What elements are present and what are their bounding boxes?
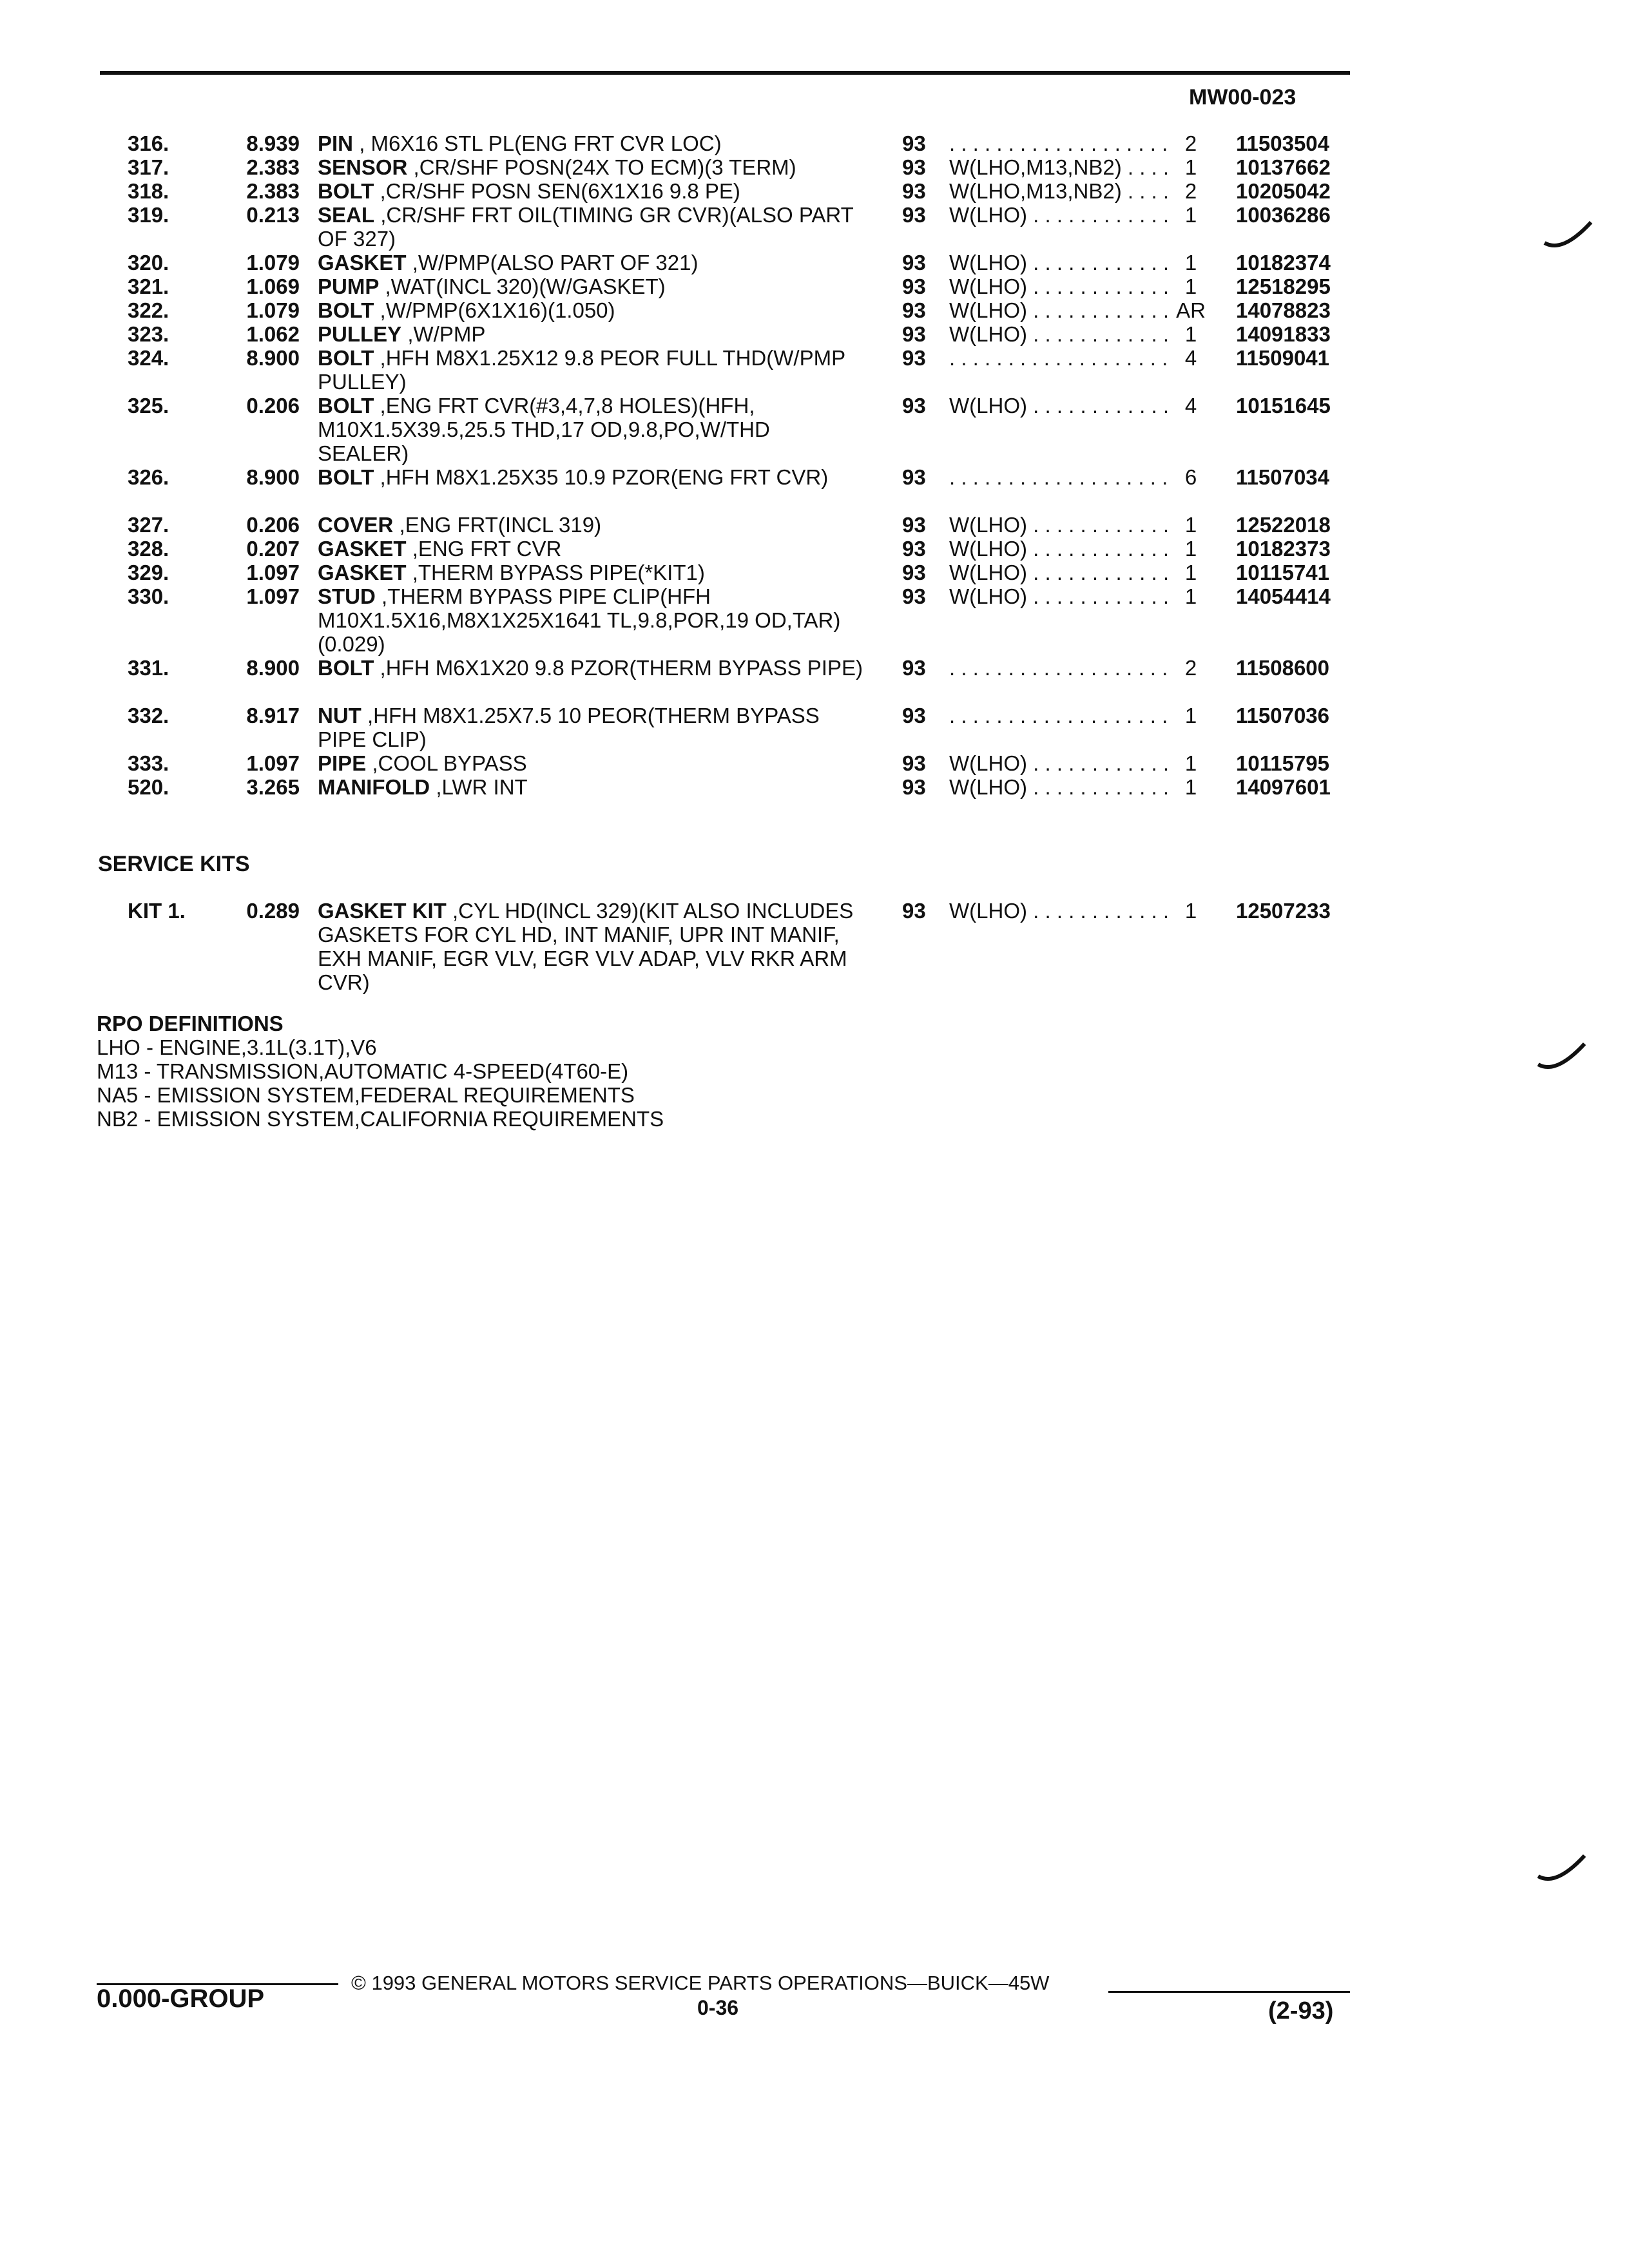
model-year: 93 bbox=[902, 656, 926, 680]
ref-number: 328. bbox=[128, 537, 169, 561]
group-number: 1.062 bbox=[246, 322, 300, 346]
quantity: AR bbox=[1176, 298, 1206, 322]
usage-code: W(LHO) . . . bbox=[949, 298, 1168, 322]
part-detail: ,W/PMP(ALSO PART OF 321) bbox=[412, 251, 699, 274]
ref-number: 318. bbox=[128, 179, 169, 203]
part-name: PUMP bbox=[318, 274, 380, 298]
part-name: STUD bbox=[318, 584, 376, 608]
check-mark-icon bbox=[1543, 216, 1595, 255]
part-description bbox=[318, 656, 865, 680]
group-number: 1.069 bbox=[246, 274, 300, 298]
model-year: 93 bbox=[902, 274, 926, 298]
part-number: 10182374 bbox=[1236, 251, 1331, 274]
part-number: 11507036 bbox=[1236, 704, 1330, 727]
group-number: 8.917 bbox=[246, 704, 300, 727]
model-year: 93 bbox=[902, 584, 926, 608]
quantity: 4 bbox=[1184, 346, 1197, 370]
group-number: 8.939 bbox=[246, 131, 300, 155]
part-number: 14078823 bbox=[1236, 298, 1331, 322]
part-detail: ,THERM BYPASS PIPE CLIP(HFH M10X1.5X16,M8X1X25X1641 TL,9.8,POR,19 OD,TAR)(0.029) bbox=[318, 584, 841, 656]
quantity: 1 bbox=[1184, 751, 1197, 775]
part-detail: ,HFH M8X1.25X7.5 10 PEOR(THERM BYPASS PIPE CLIP) bbox=[318, 704, 820, 751]
usage-code: W(LHO,M13,NB2) . . . bbox=[949, 155, 1168, 179]
ref-number: 333. bbox=[128, 751, 169, 775]
part-number: 11507034 bbox=[1236, 465, 1330, 489]
ref-number: 320. bbox=[128, 251, 169, 274]
part-number: 11509041 bbox=[1236, 346, 1330, 370]
quantity: 1 bbox=[1184, 584, 1197, 608]
usage-code: W(LHO) . . . bbox=[949, 537, 1168, 561]
part-name: PULLEY bbox=[318, 322, 402, 346]
group-number: 1.097 bbox=[246, 561, 300, 584]
model-year: 93 bbox=[902, 346, 926, 370]
quantity: 4 bbox=[1184, 394, 1197, 418]
quantity: 1 bbox=[1184, 775, 1197, 799]
part-detail: ,W/PMP bbox=[407, 322, 486, 346]
part-number: 10182373 bbox=[1236, 537, 1331, 561]
part-description bbox=[318, 465, 865, 489]
model-year: 93 bbox=[902, 203, 926, 227]
rpo-title: RPO DEFINITIONS bbox=[97, 1012, 284, 1035]
part-name: GASKET bbox=[318, 537, 407, 561]
part-name: COVER bbox=[318, 513, 394, 537]
part-description bbox=[318, 394, 865, 465]
footer-rule-right bbox=[1108, 1991, 1350, 1993]
table-row bbox=[0, 584, 1629, 656]
part-number: 10137662 bbox=[1236, 155, 1331, 179]
model-year: 93 bbox=[902, 537, 926, 561]
group-number: 8.900 bbox=[246, 656, 300, 680]
part-description bbox=[318, 251, 865, 274]
part-name: SEAL bbox=[318, 203, 375, 227]
part-detail: ,CR/SHF POSN SEN(6X1X16 9.8 PE) bbox=[380, 179, 740, 203]
usage-code: W(LHO) . . . bbox=[949, 322, 1168, 346]
part-detail: ,HFH M8X1.25X12 9.8 PEOR FULL THD(W/PMP PULLEY) bbox=[318, 346, 845, 394]
part-number: 12518295 bbox=[1236, 274, 1331, 298]
part-name: BOLT bbox=[318, 465, 374, 489]
usage-code bbox=[949, 465, 1168, 489]
ref-number: 323. bbox=[128, 322, 169, 346]
part-name: BOLT bbox=[318, 394, 374, 418]
usage-code: W(LHO) . . . bbox=[949, 561, 1168, 584]
quantity: 2 bbox=[1184, 179, 1197, 203]
quantity: 1 bbox=[1184, 899, 1197, 923]
usage-code bbox=[949, 704, 1168, 727]
quantity: 1 bbox=[1184, 537, 1197, 561]
ref-number: 319. bbox=[128, 203, 169, 227]
part-name: GASKET KIT bbox=[318, 899, 447, 923]
part-description bbox=[318, 155, 865, 179]
quantity: 2 bbox=[1184, 656, 1197, 680]
usage-code: W(LHO) . . . bbox=[949, 203, 1168, 227]
table-row bbox=[0, 298, 1629, 322]
part-number: 10036286 bbox=[1236, 203, 1331, 227]
group-label: 0.000-GROUP bbox=[97, 1984, 265, 2013]
part-detail: ,HFH M8X1.25X35 10.9 PZOR(ENG FRT CVR) bbox=[380, 465, 829, 489]
model-year: 93 bbox=[902, 298, 926, 322]
table-row bbox=[0, 322, 1629, 346]
model-year: 93 bbox=[902, 704, 926, 727]
ref-number: 329. bbox=[128, 561, 169, 584]
part-name: BOLT bbox=[318, 298, 374, 322]
usage-code bbox=[949, 131, 1168, 155]
part-detail: ,ENG FRT CVR bbox=[412, 537, 562, 561]
table-row bbox=[0, 155, 1629, 179]
rpo-item: NB2 - EMISSION SYSTEM,CALIFORNIA REQUIREMENTS bbox=[97, 1107, 664, 1131]
model-year: 93 bbox=[902, 251, 926, 274]
usage-code: W(LHO) . . . bbox=[949, 251, 1168, 274]
usage-code: W(LHO) . . . bbox=[949, 274, 1168, 298]
rpo-definitions bbox=[97, 1012, 664, 1131]
part-number: 12522018 bbox=[1236, 513, 1331, 537]
ref-number: 520. bbox=[128, 775, 169, 799]
part-description bbox=[318, 561, 865, 584]
table-row bbox=[0, 537, 1629, 561]
table-row bbox=[0, 775, 1629, 799]
ref-number: 324. bbox=[128, 346, 169, 370]
model-year: 93 bbox=[902, 775, 926, 799]
ref-number: 326. bbox=[128, 465, 169, 489]
part-number: 14091833 bbox=[1236, 322, 1331, 346]
quantity: 1 bbox=[1184, 155, 1197, 179]
ref-number: 330. bbox=[128, 584, 169, 608]
quantity: 1 bbox=[1184, 274, 1197, 298]
part-description bbox=[318, 346, 865, 394]
part-description bbox=[318, 704, 865, 751]
table-row bbox=[0, 899, 1629, 994]
group-number: 0.213 bbox=[246, 203, 300, 227]
part-name: BOLT bbox=[318, 346, 374, 370]
part-name: PIN bbox=[318, 131, 354, 155]
part-description bbox=[318, 751, 865, 775]
group-number: 2.383 bbox=[246, 179, 300, 203]
part-detail: ,W/PMP(6X1X16)(1.050) bbox=[380, 298, 615, 322]
part-description bbox=[318, 203, 865, 251]
table-row bbox=[0, 131, 1629, 155]
part-number: 10205042 bbox=[1236, 179, 1331, 203]
part-description bbox=[318, 179, 865, 203]
group-number: 1.079 bbox=[246, 251, 300, 274]
ref-number: 325. bbox=[128, 394, 169, 418]
usage-code: W(LHO) . . . bbox=[949, 513, 1168, 537]
part-number: 10115795 bbox=[1236, 751, 1330, 775]
part-number: 11508600 bbox=[1236, 656, 1330, 680]
usage-code: W(LHO,M13,NB2) . . . bbox=[949, 179, 1168, 203]
part-number: 11503504 bbox=[1236, 131, 1330, 155]
part-detail: ,WAT(INCL 320)(W/GASKET) bbox=[385, 274, 666, 298]
part-description bbox=[318, 537, 865, 561]
part-description bbox=[318, 274, 865, 298]
table-row bbox=[0, 251, 1629, 274]
rpo-item: NA5 - EMISSION SYSTEM,FEDERAL REQUIREMENTS bbox=[97, 1083, 635, 1107]
part-detail: ,COOL BYPASS bbox=[372, 751, 527, 775]
ref-number: 322. bbox=[128, 298, 169, 322]
part-name: PIPE bbox=[318, 751, 367, 775]
part-name: BOLT bbox=[318, 179, 374, 203]
quantity: 2 bbox=[1184, 131, 1197, 155]
group-number: 0.289 bbox=[246, 899, 300, 923]
table-row bbox=[0, 465, 1629, 513]
part-detail: ,CYL HD(INCL 329)(KIT ALSO INCLUDES GASKETS FOR CYL HD, INT MANIF, UPR INT MANIF, EXH MANIF, EGR VLV, EGR VLV ADAP, VLV RKR ARM CVR) bbox=[318, 899, 854, 994]
table-row bbox=[0, 751, 1629, 775]
part-name: MANIFOLD bbox=[318, 775, 430, 799]
model-year: 93 bbox=[902, 513, 926, 537]
model-year: 93 bbox=[902, 179, 926, 203]
table-row bbox=[0, 274, 1629, 298]
quantity: 1 bbox=[1184, 203, 1197, 227]
document-id: MW00-023 bbox=[1189, 85, 1296, 110]
rpo-item: LHO - ENGINE,3.1L(3.1T),V6 bbox=[97, 1035, 377, 1059]
group-number: 1.097 bbox=[246, 751, 300, 775]
quantity: 1 bbox=[1184, 251, 1197, 274]
table-row bbox=[0, 704, 1629, 751]
part-number: 10115741 bbox=[1236, 561, 1330, 584]
usage-code: W(LHO) . . . bbox=[949, 751, 1168, 775]
group-number: 0.206 bbox=[246, 394, 300, 418]
table-row bbox=[0, 656, 1629, 704]
ref-number: 332. bbox=[128, 704, 169, 727]
table-row bbox=[0, 179, 1629, 203]
part-detail: ,LWR INT bbox=[436, 775, 528, 799]
part-number: 14054414 bbox=[1236, 584, 1331, 608]
quantity: 1 bbox=[1184, 704, 1197, 727]
part-description bbox=[318, 899, 865, 994]
part-description bbox=[318, 584, 865, 656]
ref-number: KIT 1. bbox=[128, 899, 186, 923]
part-name: BOLT bbox=[318, 656, 374, 680]
model-year: 93 bbox=[902, 465, 926, 489]
group-number: 1.079 bbox=[246, 298, 300, 322]
group-number: 8.900 bbox=[246, 346, 300, 370]
page-number: 0-36 bbox=[697, 1996, 739, 2019]
part-detail: ,ENG FRT(INCL 319) bbox=[399, 513, 602, 537]
group-number: 2.383 bbox=[246, 155, 300, 179]
quantity: 1 bbox=[1184, 561, 1197, 584]
ref-number: 327. bbox=[128, 513, 169, 537]
ref-number: 316. bbox=[128, 131, 169, 155]
top-rule bbox=[100, 71, 1350, 75]
table-row bbox=[0, 513, 1629, 537]
check-mark-icon bbox=[1537, 1849, 1588, 1888]
part-detail: ,THERM BYPASS PIPE(*KIT1) bbox=[412, 561, 705, 584]
quantity: 6 bbox=[1184, 465, 1197, 489]
part-name: GASKET bbox=[318, 561, 407, 584]
ref-number: 321. bbox=[128, 274, 169, 298]
usage-code: W(LHO) . . . bbox=[949, 394, 1168, 418]
table-row bbox=[0, 561, 1629, 584]
ref-number: 331. bbox=[128, 656, 169, 680]
usage-code: W(LHO) . . . bbox=[949, 775, 1168, 799]
rpo-item: M13 - TRANSMISSION,AUTOMATIC 4-SPEED(4T60-E) bbox=[97, 1059, 629, 1083]
model-year: 93 bbox=[902, 561, 926, 584]
model-year: 93 bbox=[902, 131, 926, 155]
group-number: 1.097 bbox=[246, 584, 300, 608]
part-name: GASKET bbox=[318, 251, 407, 274]
usage-code bbox=[949, 656, 1168, 680]
group-number: 3.265 bbox=[246, 775, 300, 799]
part-detail: ,ENG FRT CVR(#3,4,7,8 HOLES)(HFH, M10X1.5X39.5,25.5 THD,17 OD,9.8,PO,W/THD SEALER) bbox=[318, 394, 770, 465]
table-row bbox=[0, 203, 1629, 251]
model-year: 93 bbox=[902, 394, 926, 418]
usage-code bbox=[949, 346, 1168, 370]
ref-number: 317. bbox=[128, 155, 169, 179]
model-year: 93 bbox=[902, 751, 926, 775]
quantity: 1 bbox=[1184, 513, 1197, 537]
quantity: 1 bbox=[1184, 322, 1197, 346]
part-name: NUT bbox=[318, 704, 361, 727]
part-detail: , M6X16 STL PL(ENG FRT CVR LOC) bbox=[359, 131, 722, 155]
service-kits-title: SERVICE KITS bbox=[98, 852, 250, 876]
model-year: 93 bbox=[902, 155, 926, 179]
part-description bbox=[318, 322, 865, 346]
group-number: 0.207 bbox=[246, 537, 300, 561]
part-description bbox=[318, 298, 865, 322]
part-detail: ,CR/SHF FRT OIL(TIMING GR CVR)(ALSO PART OF 327) bbox=[318, 203, 854, 251]
part-description bbox=[318, 513, 865, 537]
part-name: SENSOR bbox=[318, 155, 408, 179]
table-row bbox=[0, 346, 1629, 394]
table-row bbox=[0, 394, 1629, 465]
part-number: 12507233 bbox=[1236, 899, 1331, 923]
copyright: © 1993 GENERAL MOTORS SERVICE PARTS OPERATIONS—BUICK—45W bbox=[351, 1972, 1050, 1994]
revision-date: (2-93) bbox=[1268, 1997, 1334, 2024]
group-number: 8.900 bbox=[246, 465, 300, 489]
model-year: 93 bbox=[902, 322, 926, 346]
check-mark-icon bbox=[1537, 1037, 1588, 1076]
part-detail: ,CR/SHF POSN(24X TO ECM)(3 TERM) bbox=[413, 155, 796, 179]
usage-code: W(LHO) . . . bbox=[949, 899, 1168, 923]
group-number: 0.206 bbox=[246, 513, 300, 537]
part-number: 14097601 bbox=[1236, 775, 1331, 799]
model-year: 93 bbox=[902, 899, 926, 923]
part-number: 10151645 bbox=[1236, 394, 1331, 418]
usage-code: W(LHO) . . . bbox=[949, 584, 1168, 608]
part-description bbox=[318, 775, 865, 799]
part-description bbox=[318, 131, 865, 155]
part-detail: ,HFH M6X1X20 9.8 PZOR(THERM BYPASS PIPE) bbox=[380, 656, 863, 680]
